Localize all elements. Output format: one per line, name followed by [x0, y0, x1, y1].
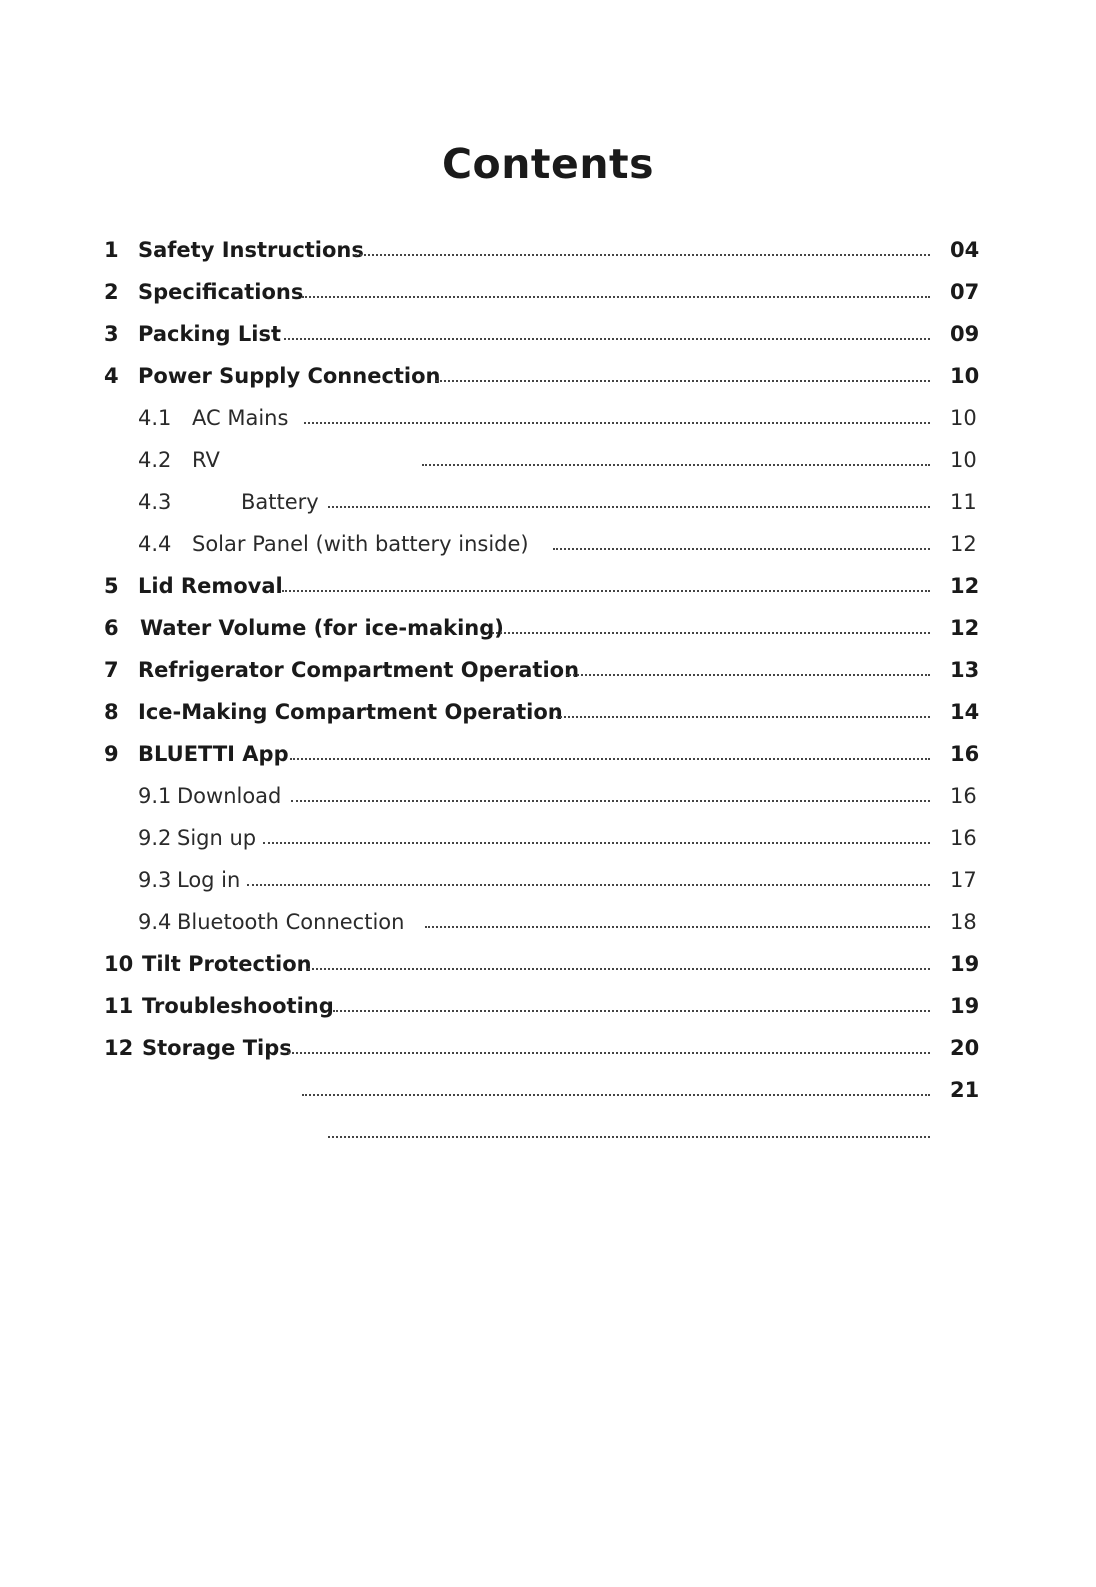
toc-entry[interactable]: [0, 566, 1096, 606]
dot-leader: [422, 464, 930, 466]
toc-entry[interactable]: [0, 1070, 1096, 1110]
entry-number: 2: [104, 280, 119, 304]
entry-number: 6: [104, 616, 119, 640]
entry-number: 12: [104, 1036, 134, 1060]
toc-subentry[interactable]: [0, 818, 1096, 858]
entry-title: Water Volume (for ice-making): [140, 616, 504, 640]
entry-title: Download: [177, 784, 282, 808]
dot-leader: [328, 1136, 930, 1138]
dot-leader: [247, 884, 930, 886]
entry-page: 11: [950, 490, 977, 514]
toc-entry[interactable]: [0, 230, 1096, 270]
entry-page: 16: [950, 742, 980, 766]
entry-page: 16: [950, 826, 977, 850]
entry-page: 09: [950, 322, 980, 346]
entry-page: 10: [950, 406, 977, 430]
toc-subentry[interactable]: [0, 398, 1096, 438]
entry-page: 19: [950, 952, 980, 976]
toc-subentry[interactable]: [0, 776, 1096, 816]
toc-entry[interactable]: [0, 734, 1096, 774]
dot-leader: [328, 506, 930, 508]
entry-page: 07: [950, 280, 980, 304]
dot-leader: [436, 380, 930, 382]
entry-page: 20: [950, 1036, 980, 1060]
toc-entry[interactable]: [0, 944, 1096, 984]
entry-page: 18: [950, 910, 977, 934]
entry-number: 4.2: [138, 448, 172, 472]
entry-page: 16: [950, 784, 977, 808]
toc-subentry[interactable]: [0, 482, 1096, 522]
entry-title: Lid Removal: [138, 574, 283, 598]
toc-entry[interactable]: [0, 314, 1096, 354]
entry-page: 13: [950, 658, 980, 682]
entry-title: Battery: [241, 490, 319, 514]
entry-number: 3: [104, 322, 119, 346]
toc-entry[interactable]: [0, 608, 1096, 648]
entry-number: 4.3: [138, 490, 172, 514]
dot-leader: [556, 716, 930, 718]
entry-page: 12: [950, 616, 980, 640]
entry-title: Sign up: [177, 826, 257, 850]
entry-page: 17: [950, 868, 977, 892]
entry-title: Troubleshooting: [142, 994, 334, 1018]
entry-number: 9.4: [138, 910, 172, 934]
toc-entry[interactable]: [0, 1112, 1096, 1152]
entry-title: Specifications: [138, 280, 304, 304]
entry-number: 7: [104, 658, 119, 682]
entry-title: Tilt Protection: [142, 952, 312, 976]
entry-title: AC Mains: [192, 406, 289, 430]
entry-number: 9: [104, 742, 119, 766]
toc-entry[interactable]: [0, 650, 1096, 690]
entry-page: 10: [950, 364, 980, 388]
dot-leader: [263, 842, 930, 844]
entry-number: 5: [104, 574, 119, 598]
entry-page: 19: [950, 994, 980, 1018]
dot-leader: [284, 338, 930, 340]
entry-number: 9.3: [138, 868, 172, 892]
toc-entry[interactable]: [0, 272, 1096, 312]
entry-title: Bluetooth Connection: [177, 910, 405, 934]
toc-subentry[interactable]: [0, 902, 1096, 942]
dot-leader: [333, 1010, 930, 1012]
entry-page: 12: [950, 574, 980, 598]
entry-number: 8: [104, 700, 119, 724]
entry-page: 10: [950, 448, 977, 472]
entry-page: 12: [950, 532, 977, 556]
dot-leader: [282, 590, 930, 592]
toc-entry[interactable]: [0, 986, 1096, 1026]
toc-subentry[interactable]: [0, 860, 1096, 900]
entry-title: Packing List: [138, 322, 282, 346]
dot-leader: [425, 926, 930, 928]
dot-leader: [553, 548, 930, 550]
dot-leader: [304, 422, 930, 424]
dot-leader: [492, 632, 930, 634]
toc-subentry[interactable]: [0, 440, 1096, 480]
dot-leader: [291, 800, 930, 802]
entry-title: RV: [192, 448, 220, 472]
entry-title: Storage Tips: [142, 1036, 292, 1060]
dot-leader: [566, 674, 930, 676]
dot-leader: [288, 1052, 930, 1054]
entry-title: BLUETTI App: [138, 742, 289, 766]
entry-title: Log in: [177, 868, 241, 892]
entry-number: 4: [104, 364, 119, 388]
entry-page: 21: [950, 1078, 980, 1102]
entry-number: 9.2: [138, 826, 172, 850]
entry-title: Power Supply Connection: [138, 364, 441, 388]
toc-subentry[interactable]: [0, 524, 1096, 564]
dot-leader: [308, 968, 930, 970]
entry-title: Safety Instructions: [138, 238, 364, 262]
entry-title: Ice-Making Compartment Operation: [138, 700, 563, 724]
dot-leader: [302, 296, 930, 298]
entry-number: 11: [104, 994, 134, 1018]
entry-number: 9.1: [138, 784, 172, 808]
entry-number: 4.4: [138, 532, 172, 556]
entry-number: 10: [104, 952, 134, 976]
entry-page: 14: [950, 700, 980, 724]
dot-leader: [290, 758, 930, 760]
entry-title: Refrigerator Compartment Operation: [138, 658, 580, 682]
toc-entry[interactable]: [0, 1028, 1096, 1068]
page-title: Contents: [441, 140, 655, 188]
entry-number: 4.1: [138, 406, 172, 430]
entry-number: 1: [104, 238, 119, 262]
dot-leader: [355, 254, 930, 256]
entry-title: Solar Panel (with battery inside): [192, 532, 529, 556]
toc-entry[interactable]: [0, 356, 1096, 396]
dot-leader: [302, 1094, 930, 1096]
entry-page: 04: [950, 238, 980, 262]
toc-entry[interactable]: [0, 692, 1096, 732]
